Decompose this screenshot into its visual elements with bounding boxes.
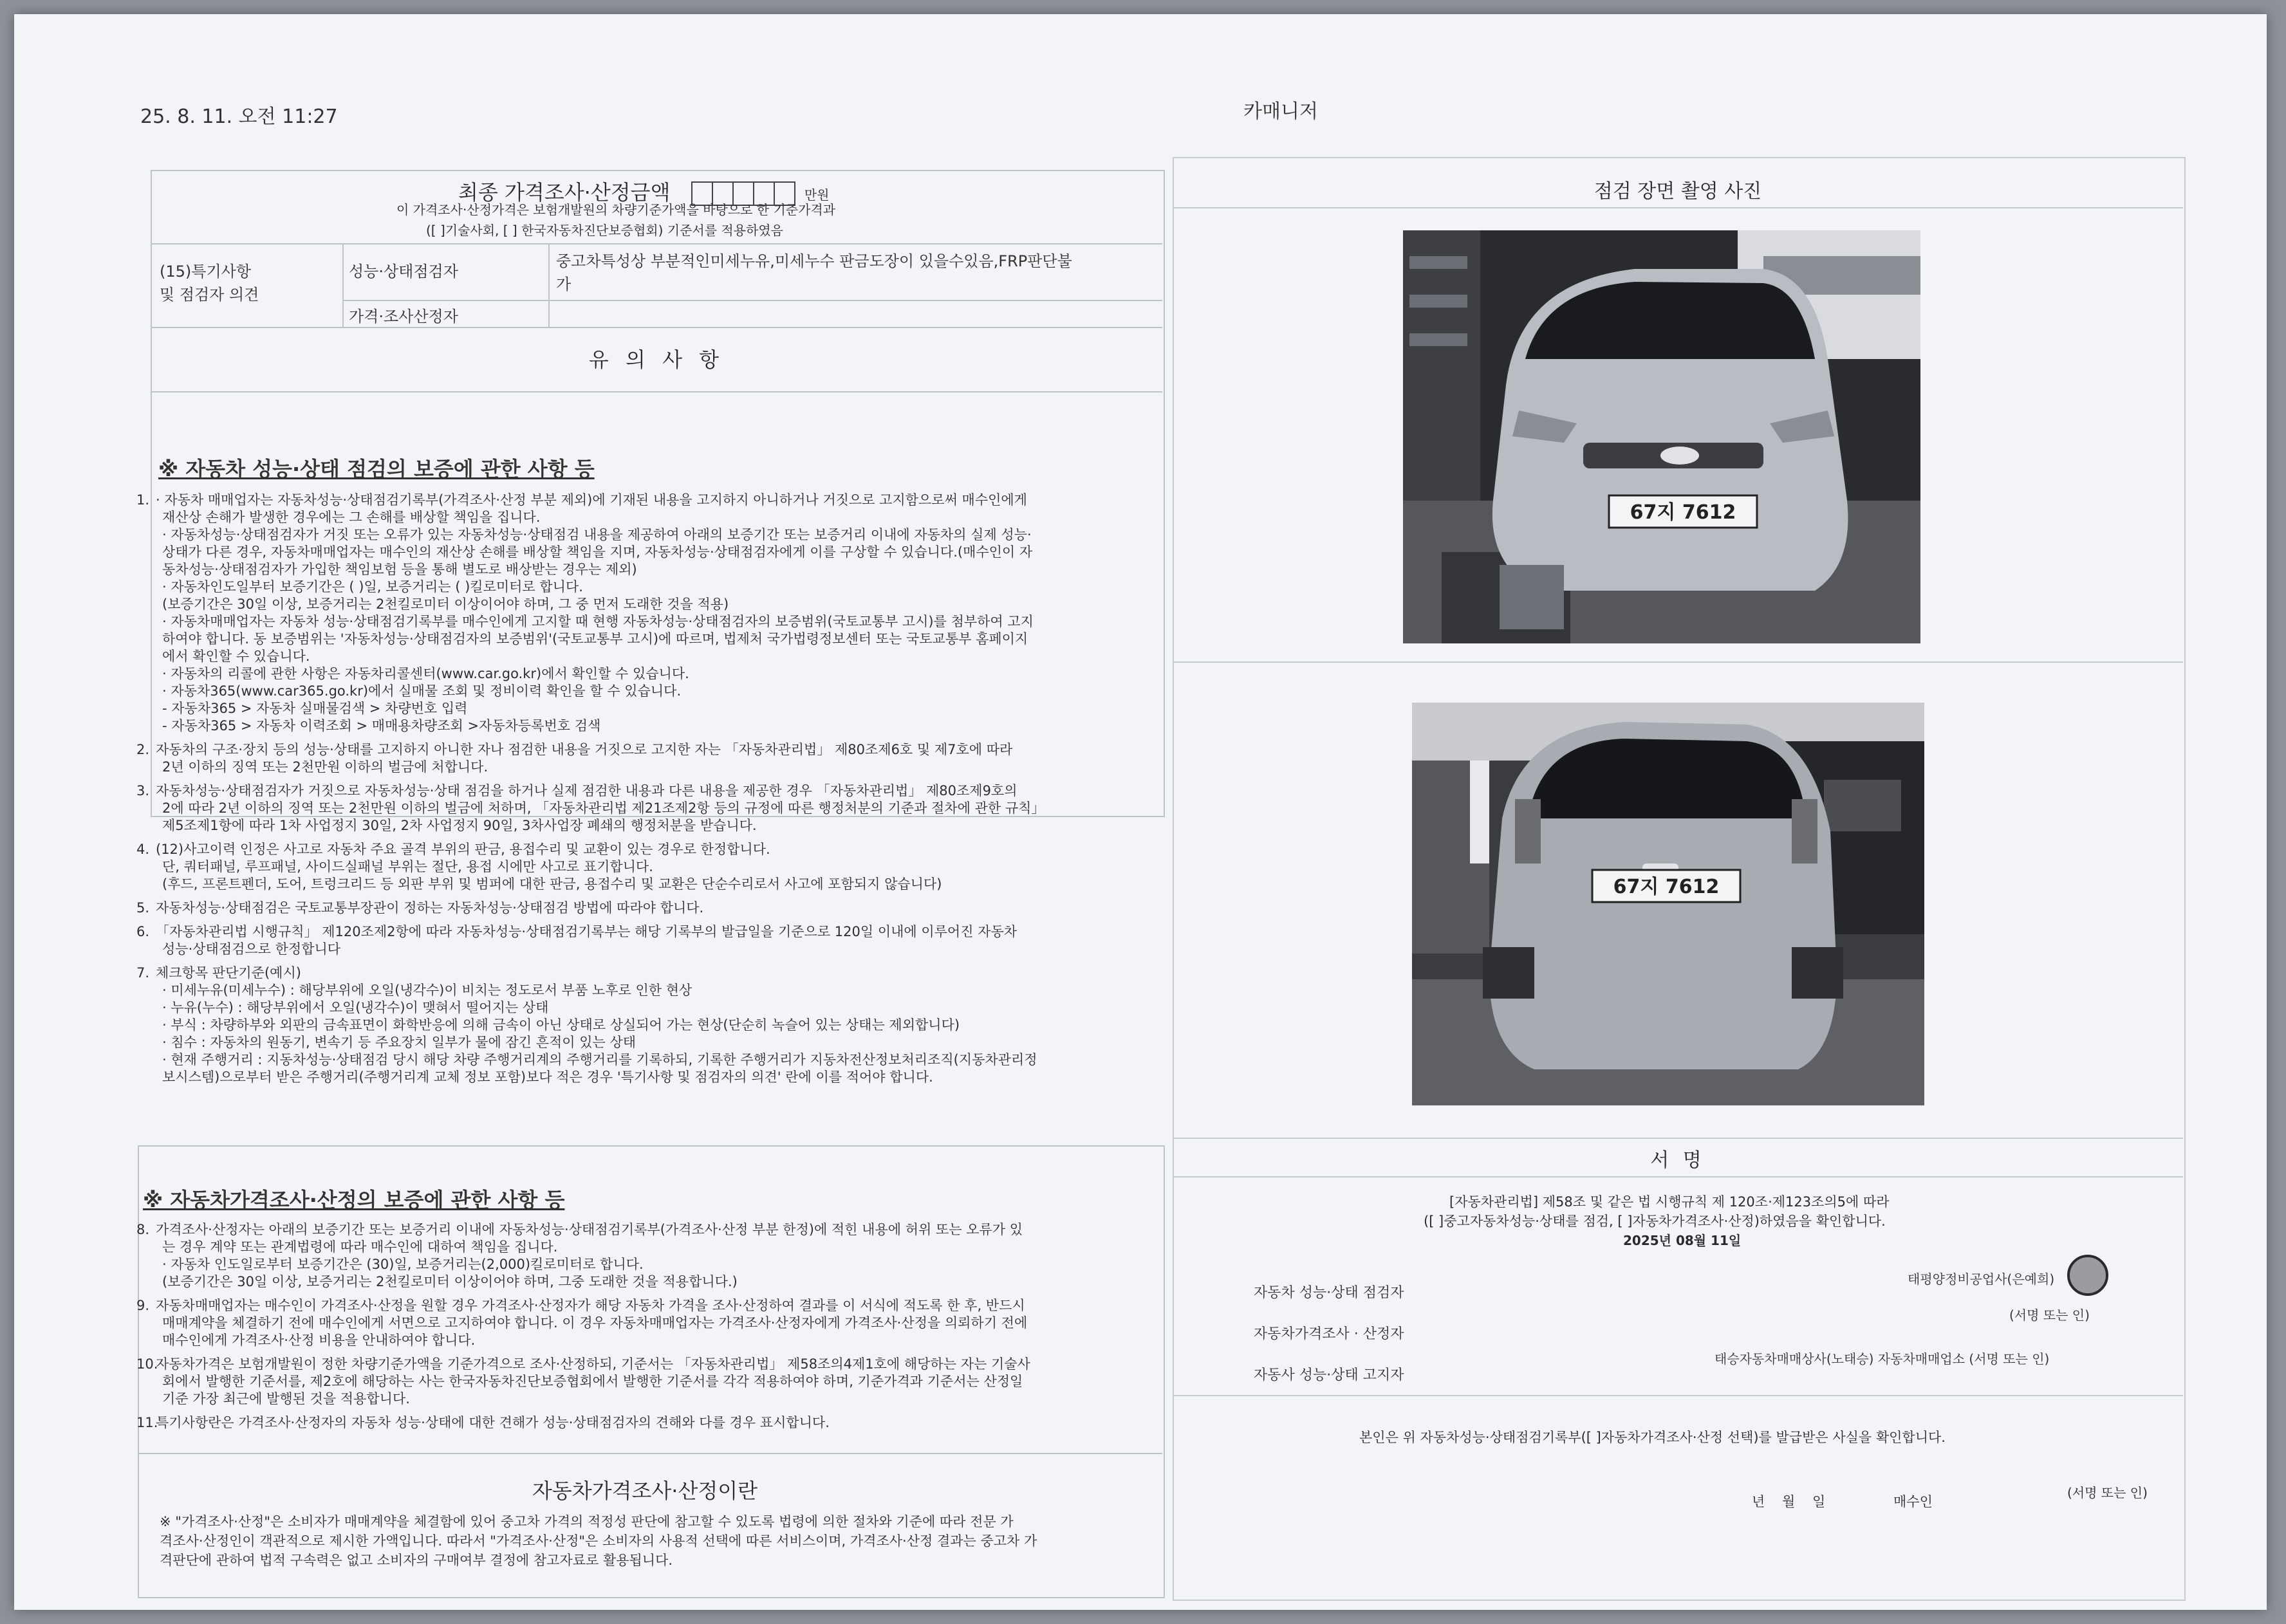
- item-number: 1.: [136, 492, 150, 508]
- item-line: 상태가 다른 경우, 자동차매매업자는 매수인의 재산상 손해를 배상할 책임을 지며, 자동차성능·상태점검자에게 이를 구상할 수 있습니다.(매수인이 자: [162, 544, 1033, 560]
- front-car-photo: [1403, 230, 1920, 643]
- item-line: 단, 쿼터패널, 루프패널, 사이드실패널 부위는 절단, 용접 시에만 사고로 표기합니다.: [162, 859, 653, 874]
- item-line: 자동차성능·상태점검자가 거짓으로 자동차성능·상태 점검을 하거나 실제 점검한 내용과 다른 내용을 제공한 경우 「자동차관리법」 제80조제9호의: [156, 783, 1018, 798]
- price-note-1: 이 가격조사·산정가격은 보험개발원의 차량기준가액을 바탕으로 한 기준가격과: [396, 202, 836, 217]
- item-line: 특기사항란은 가격조사·산정자의 자동차 성능·상태에 대한 견해가 성능·상태점검자의 견해와 다를 경우 표시합니다.: [156, 1415, 830, 1430]
- item-line: 자동차의 구조·장치 등의 성능·상태를 고지하지 아니한 자나 점검한 내용을 거짓으로 고지한 자는 「자동차관리법」 제80조제6호 및 제7호에 따라: [156, 742, 1013, 757]
- numbered-item: [136, 1221, 1160, 1291]
- final-price-title: 최종 가격조사·산정금액: [458, 180, 671, 205]
- site-name: 카매니저: [1243, 100, 1318, 123]
- item-line: 2에 따라 2년 이하의 징역 또는 2천만원 이하의 벌금에 처하며, 「자동차관리법 제21조제2항 등의 규정에 따른 행정처분의 기준과 절차에 관한 규칙」: [162, 800, 1045, 816]
- inspector-seal: [2067, 1255, 2108, 1296]
- item-number: 4.: [136, 842, 150, 857]
- item-number: 10.: [136, 1356, 158, 1372]
- item-line: · 자동차성능·상태점검자가 거짓 또는 오류가 있는 자동차성능·상태점검 내용을 제공하여 아래의 보증기간 또는 보증거리 이내에 자동차의 실제 성능·: [162, 527, 1032, 542]
- appraiser-opinion-label: 가격·조사산정자: [349, 308, 458, 326]
- item-line: · 현재 주행거리 : 지동차성능·상태점검 당시 해당 차량 주행거리계의 주행거리를 기록하되, 기록한 주행거리가 지동차전산정보처리조직(지동차관리정: [162, 1052, 1037, 1067]
- inspector-opinion-line-1: 중고차특성상 부분적인미세누유,미세누수 판금도장이 있을수있음,FRP판단불: [556, 252, 1072, 270]
- item-line: (보증기간은 30일 이상, 보증거리는 2천킬로미터 이상이어야 하며, 그중 도래한 것을 적용합니다.): [162, 1274, 738, 1289]
- item-line: - 자동차365 > 자동차 실매물검색 > 차량번호 입력: [162, 701, 468, 716]
- item-number: 2.: [136, 742, 150, 757]
- item-line: - 자동차365 > 자동차 이력조회 > 매매용차량조회 >자동차등록번호 검색: [162, 718, 601, 734]
- signature-title: 서 명: [1650, 1149, 1705, 1172]
- item-number: 7.: [136, 965, 150, 981]
- special-notes-label-2: 및 점검자 의견: [160, 286, 259, 304]
- front-car-image: [1403, 230, 1920, 643]
- item-line: (후드, 프론트펜더, 도어, 트렁크리드 등 외판 부위 및 범퍼에 대한 판금, 용접수리 및 교환은 단순수리로서 사고에 포함되지 않습니다): [162, 876, 942, 892]
- rear-car-image: [1412, 703, 1924, 1105]
- item-line: 가격조사·산정자는 아래의 보증기간 또는 보증거리 이내에 자동차성능·상태점검기록부(가격조사·산정 부분 한정)에 적힌 내용에 허위 또는 오류가 있: [156, 1222, 1023, 1237]
- numbered-item: [136, 1414, 1160, 1432]
- receipt-date-blank: 년 월 일: [1752, 1494, 1826, 1509]
- definition-line-1: ※ "가격조사·산정"은 소비자가 매매계약을 체결함에 있어 중고차 가격의 적정성 판단에 참고할 수 있도록 법령에 의한 절차와 기준에 따라 전문 가: [160, 1514, 1014, 1529]
- buyer-sign-note: (서명 또는 인): [2067, 1485, 2148, 1500]
- photo-title: 점검 장면 촬영 사진: [1594, 180, 1762, 203]
- front-plate-text: 67지 7612: [1630, 501, 1736, 524]
- definition-title: 자동차가격조사·산정이란: [532, 1479, 758, 1503]
- item-line: 보시스템)으로부터 받은 주행거리(주행거리계 교체 정보 포함)보다 적은 경우 '특기사항 및 점검자의 의견' 란에 이를 적어야 합니다.: [162, 1069, 933, 1085]
- rear-car-photo: [1412, 703, 1924, 1105]
- notifier-label: 자동사 성능·상태 고지자: [1254, 1367, 1404, 1383]
- item-line: (보증기간은 30일 이상, 보증거리는 2천킬로미터 이상이어야 하며, 그 중 먼저 도래한 것을 적용): [162, 596, 729, 612]
- item-line: · 부식 : 차량하부와 외판의 금속표면이 화학반응에 의해 금속이 아닌 상태로 상실되어 가는 현상(단순히 녹슬어 있는 상태는 제외합니다): [162, 1017, 960, 1033]
- item-line: 자동차가격은 보험개발원이 정한 차량기준가액을 기준가격으로 조사·산정하되, 기준서는 「자동차관리법」 제58조의4제1호에 해당하는 자는 기술사: [156, 1356, 1030, 1372]
- item-line: · 침수 : 자동차의 원동기, 변속기 등 주요장치 일부가 물에 잠긴 흔적이 있는 상태: [162, 1035, 637, 1050]
- numbered-item: [136, 782, 1160, 835]
- notifier-name: 태승자동차매매상사(노태승) 자동차매매업소 (서명 또는 인): [1714, 1351, 2050, 1367]
- inspector-name: 태평양정비공업사(은예희): [1908, 1271, 2055, 1287]
- item-line: 회에서 발행한 기준서를, 제2호에 해당하는 사는 한국자동차진단보증협회에서 발행한 기준서를 각각 적용하여야 하며, 기준가격과 기준서는 산정일: [162, 1374, 1023, 1389]
- definition-line-3: 격판단에 관하여 법적 구속력은 없고 소비자의 구매여부 결정에 참고자료로 활용됩니다.: [160, 1553, 673, 1568]
- item-line: · 미세누유(미세누수) : 해당부위에 오일(냉각수)이 비치는 정도로서 부품 노후로 인한 현상: [162, 983, 692, 998]
- item-number: 3.: [136, 783, 150, 798]
- rear-plate-text: 67지 7612: [1613, 876, 1720, 898]
- item-line: · 자동차인도일부터 보증기간은 ( )일, 보증거리는 ( )킬로미터로 합니다.: [162, 579, 583, 595]
- item-line: · 자동차매매업자는 자동차 성능·상태점검기록부를 매수인에게 고지할 때 현행 자동차성능·상태점검자의 보증범위(국토교통부 고시)를 첨부하여 고지: [162, 614, 1034, 629]
- item-line: 자동차매매업자는 매수인이 가격조사·산정을 원할 경우 가격조사·산정자가 해당 자동차 가격을 조사·산정하여 결과를 이 서식에 적도록 한 후, 반드시: [156, 1298, 1025, 1313]
- warranty-heading: ※ 자동차 성능·상태 점검의 보증에 관한 사항 등: [158, 457, 595, 481]
- numbered-item: [136, 1297, 1160, 1349]
- price-note-2: ([ ]기술사회, [ ] 한국자동차진단보증협회) 기준서를 적용하였음: [426, 223, 783, 238]
- item-number: 5.: [136, 900, 150, 916]
- special-notes-label-1: (15)특기사항: [160, 263, 252, 281]
- inspector-label: 자동차 성능·상태 점검자: [1254, 1285, 1404, 1301]
- item-line: 재산상 손해가 발생한 경우에는 그 손해를 배상할 책임을 집니다.: [162, 510, 541, 525]
- signature-confirm-line: ([ ]중고자동차성능·상태를 점검, [ ]자동차가격조사·산정)하였음을 확인합니다.: [1424, 1213, 1886, 1229]
- definition-line-2: 격조사·산정인이 객관적으로 제시한 가액입니다. 따라서 "가격조사·산정"은 소비자의 사용적 선택에 따른 서비스이며, 가격조사·산정 결과는 중고차 가: [160, 1533, 1037, 1549]
- item-line: 하여야 합니다. 동 보증범위는 '자동차성능·상태점검자의 보증범위'(국토교통부 고시)에 따르며, 법제처 국가법령정보센터 또는 국토교통부 홈페이지: [162, 631, 1028, 647]
- item-line: 「자동차관리법 시행규칙」 제120조제2항에 따라 자동차성능·상태점검기록부는 해당 기록부의 발급일을 기준으로 120일 이내에 이루어진 자동차: [156, 924, 1018, 939]
- item-line: 2년 이하의 징역 또는 2천만원 이하의 벌금에 처합니다.: [162, 759, 488, 775]
- inspector-opinion-line-2: 가: [556, 275, 572, 293]
- item-line: 매수인에게 가격조사·산정 비용을 안내하여야 합니다.: [162, 1333, 476, 1348]
- price-unit: 만원: [804, 187, 830, 203]
- inspector-sign-note: (서명 또는 인): [2009, 1307, 2090, 1323]
- signature-date: 2025년 08월 11일: [1623, 1233, 1742, 1248]
- item-line: 는 경우 계약 또는 관계법령에 따라 매수인에 대하여 책임을 집니다.: [162, 1239, 558, 1255]
- item-line: 자동차성능·상태점검은 국토교통부장관이 정하는 자동차성능·상태점검 방법에 따라야 합니다.: [156, 900, 704, 916]
- item-line: · 누유(누수) : 해당부위에서 오일(냉각수)이 맺혀서 떨어지는 상태: [162, 1000, 549, 1015]
- item-number: 6.: [136, 924, 150, 939]
- numbered-item: [136, 1356, 1160, 1408]
- item-line: 에서 확인할 수 있습니다.: [162, 649, 310, 664]
- price-warranty-heading: ※ 자동차가격조사·산정의 보증에 관한 사항 등: [143, 1188, 565, 1212]
- numbered-item: [136, 492, 1160, 735]
- numbered-item: [136, 741, 1160, 776]
- print-timestamp: 25. 8. 11. 오전 11:27: [140, 106, 338, 128]
- item-number: 11.: [136, 1415, 158, 1430]
- item-line: 매매계약을 체결하기 전에 매수인에게 서면으로 고지하여야 합니다. 이 경우 자동차매매업자는 가격조사·산정자에게 가격조사·산정을 의뢰하기 전에: [162, 1315, 1028, 1331]
- item-number: 9.: [136, 1298, 150, 1313]
- appraiser-label: 자동차가격조사 · 산정자: [1254, 1326, 1404, 1342]
- item-line: 동차성능·상태점검자가 가입한 책임보험 등을 통해 별도로 배상받는 경우는 제외): [162, 562, 637, 577]
- item-line: · 자동차 인도일로부터 보증기간은 (30)일, 보증거리는(2,000)킬로미터로 합니다.: [162, 1257, 644, 1272]
- caution-title: 유 의 사 항: [588, 347, 725, 372]
- item-line: 제5조제1항에 따라 1차 사업정지 30일, 2차 사업정지 90일, 3차사업장 폐쇄의 행정처분을 받습니다.: [162, 818, 757, 833]
- item-line: (12)사고이력 인정은 사고로 자동차 주요 골격 부위의 판금, 용접수리 및 교환이 있는 경우로 한정합니다.: [156, 842, 770, 857]
- item-line: · 자동차의 리콜에 관한 사항은 자동차리콜센터(www.car.go.kr)에서 확인할 수 있습니다.: [162, 666, 689, 681]
- item-line: 체크항목 판단기준(예시): [156, 965, 301, 981]
- document-page: [14, 14, 2267, 1610]
- numbered-item: [136, 923, 1160, 958]
- item-line: 성능·상태점검으로 한정합니다: [162, 941, 341, 957]
- numbered-item: [136, 964, 1160, 1086]
- item-line: · 자동차365(www.car365.go.kr)에서 실매물 조회 및 정비이력 확인을 할 수 있습니다.: [162, 683, 682, 699]
- item-number: 8.: [136, 1222, 150, 1237]
- numbered-item: [136, 900, 1160, 917]
- receipt-line: 본인은 위 자동차성능·상태점검기록부([ ]자동차가격조사·산정 선택)를 발급받은 사실을 확인합니다.: [1359, 1430, 1946, 1445]
- buyer-label: 매수인: [1893, 1494, 1933, 1509]
- inspector-opinion-label: 성능·상태점검자: [349, 263, 458, 281]
- item-line: · 자동차 매매업자는 자동차성능·상태점검기록부(가격조사·산정 부분 제외)에 기재된 내용을 고지하지 아니하거나 거짓으로 고지함으로써 매수인에게: [156, 492, 1027, 508]
- numbered-item: [136, 841, 1160, 893]
- signature-law-line: [자동차관리법] 제58조 및 같은 법 시행규칙 제 120조·제123조의5에 따라: [1449, 1194, 1890, 1210]
- item-line: 기준 가장 최근에 발행된 것을 적용합니다.: [162, 1391, 410, 1407]
